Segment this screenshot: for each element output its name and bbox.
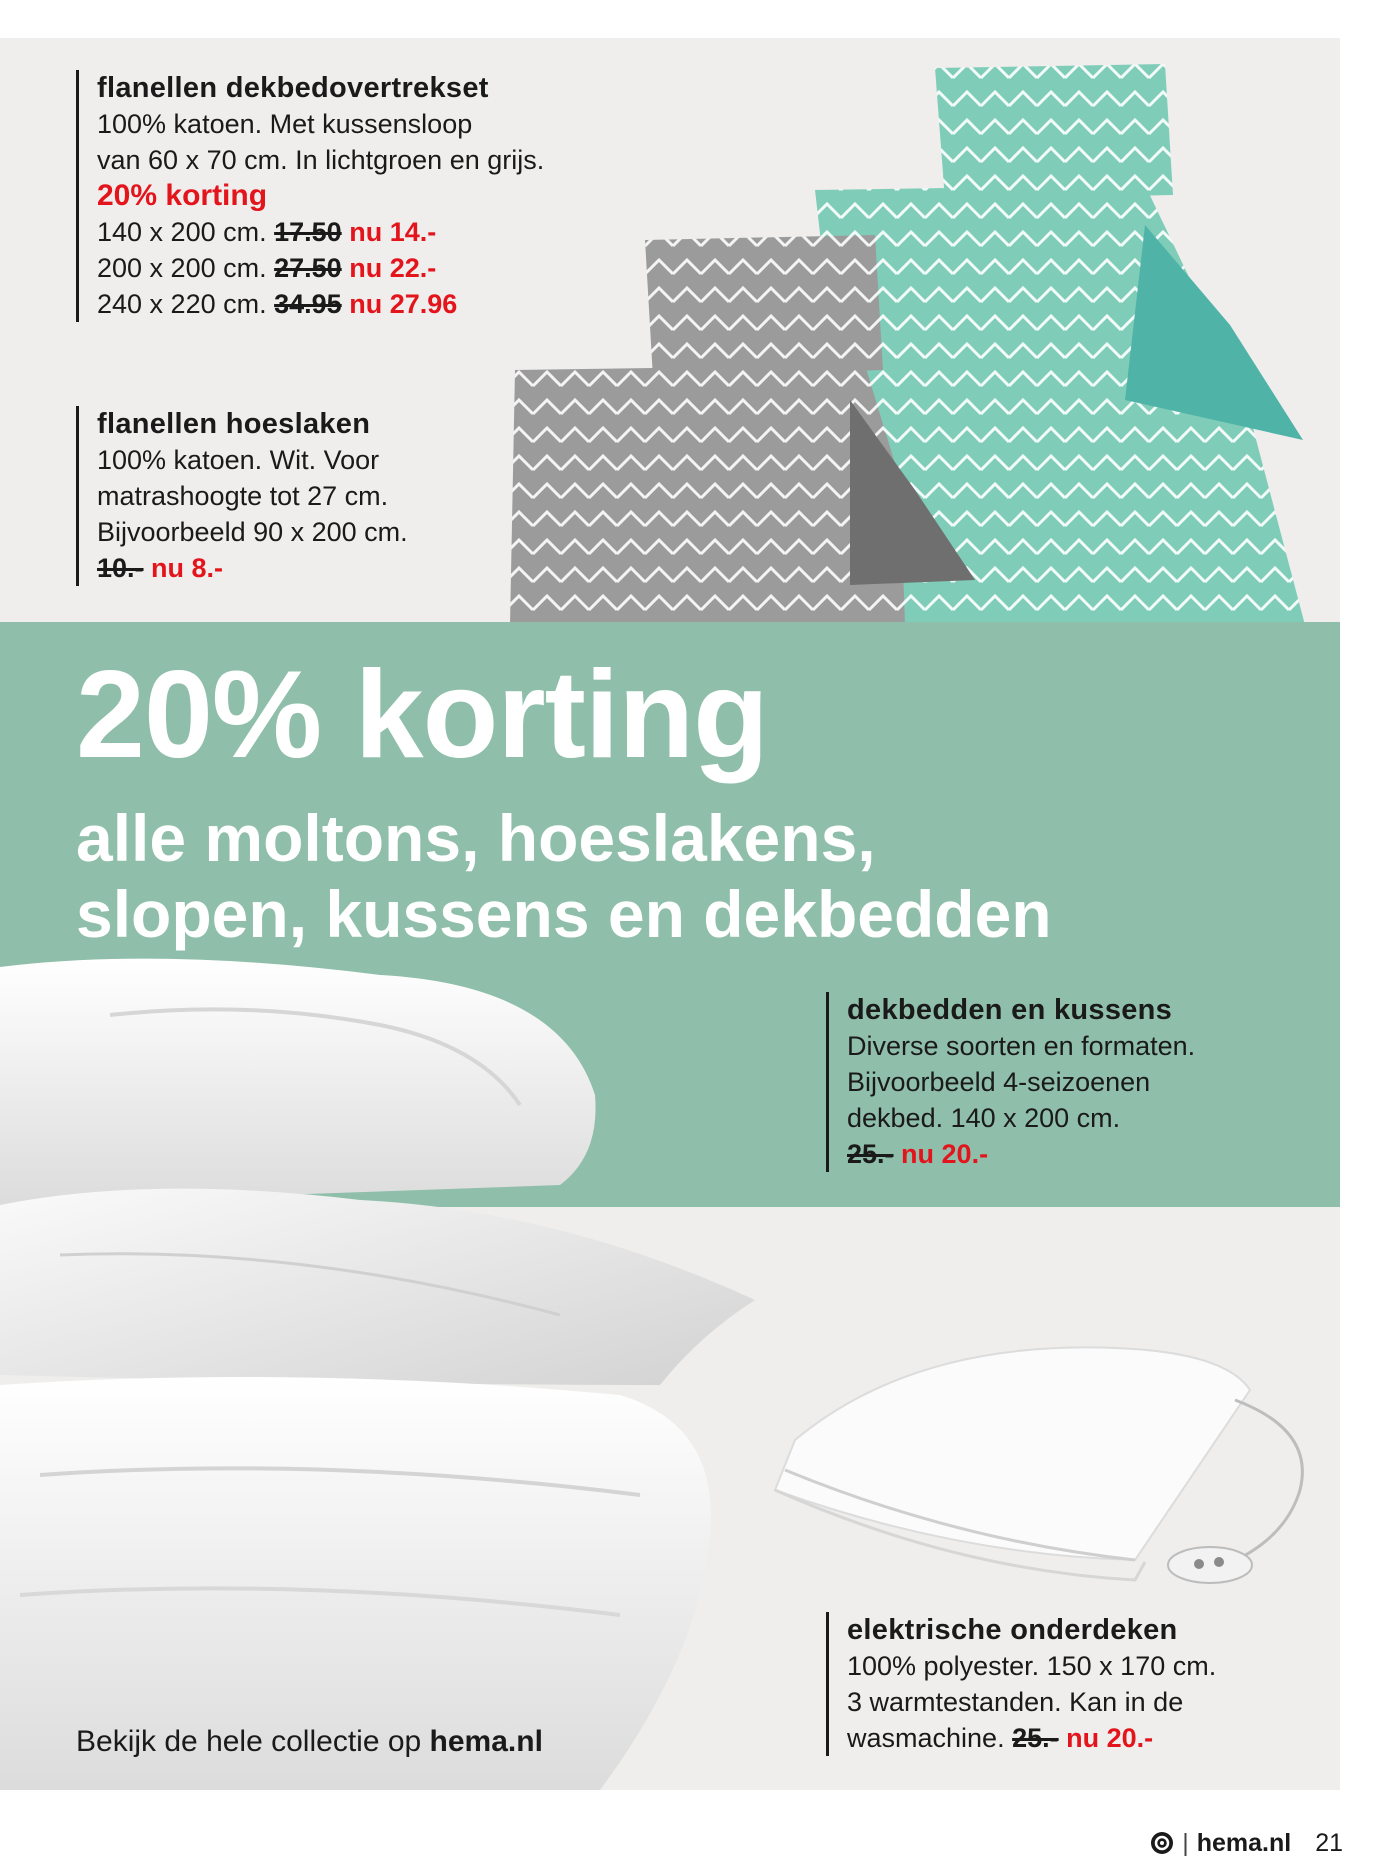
- page-footer: [1150, 1828, 1343, 1858]
- price-row: [97, 214, 544, 250]
- duvets-pillows-image: [0, 955, 760, 1790]
- product-description: wasmachine.: [847, 1723, 1005, 1753]
- product-electric-blanket: [826, 1612, 1216, 1756]
- old-price: 25.-: [847, 1139, 894, 1169]
- price-row: [97, 286, 544, 322]
- banner-subline-1: alle moltons, hoeslakens,: [76, 801, 876, 875]
- footer-separator: |: [1182, 1829, 1189, 1857]
- product-description: 100% katoen. Wit. Voor: [97, 445, 380, 475]
- new-price: nu 20.-: [901, 1139, 989, 1169]
- product-title: elektrische onderdeken: [847, 1614, 1178, 1646]
- price-row: [97, 550, 408, 586]
- banner-subline-2: slopen, kussens en dekbedden: [76, 877, 1052, 951]
- product-description: van 60 x 70 cm. In lichtgroen en grijs.: [97, 145, 545, 175]
- electric-blanket-image: [755, 1330, 1315, 1590]
- product-description: Diverse soorten en formaten.: [847, 1031, 1196, 1061]
- hema-logo-icon: [1150, 1831, 1174, 1855]
- product-title: flanellen dekbedovertrekset: [97, 72, 489, 104]
- product-description: 100% katoen. Met kussensloop: [97, 109, 473, 139]
- size-label: 240 x 220 cm.: [97, 289, 267, 319]
- cta-text: Bekijk de hele collectie op: [76, 1725, 430, 1758]
- old-price: 17.50: [274, 217, 342, 247]
- product-title: dekbedden en kussens: [847, 994, 1173, 1026]
- price-row: [97, 250, 544, 286]
- product-fitted-sheet: [76, 406, 408, 586]
- product-description: 100% polyester. 150 x 170 cm.: [847, 1651, 1217, 1681]
- discount-label: 20% korting: [97, 179, 268, 212]
- footer-website[interactable]: hema.nl: [1196, 1829, 1292, 1857]
- old-price: 27.50: [274, 253, 342, 283]
- product-description: matrashoogte tot 27 cm.: [97, 481, 389, 511]
- size-label: 200 x 200 cm.: [97, 253, 267, 283]
- size-label: 140 x 200 cm.: [97, 217, 267, 247]
- new-price: nu 8.-: [151, 553, 224, 583]
- banner-subline: [76, 800, 1052, 952]
- product-duvets-pillows: [826, 992, 1195, 1172]
- product-description: dekbed. 140 x 200 cm.: [847, 1103, 1121, 1133]
- banner-headline: 20% korting: [76, 646, 768, 784]
- product-title: flanellen hoeslaken: [97, 408, 371, 440]
- new-price: nu 22.-: [349, 253, 437, 283]
- product-description: Bijvoorbeeld 4-seizoenen: [847, 1067, 1151, 1097]
- new-price: nu 27.96: [349, 289, 458, 319]
- old-price: 25.-: [1012, 1723, 1059, 1753]
- duvet-set-image: [505, 60, 1305, 625]
- product-duvet-cover-set: [76, 70, 544, 322]
- old-price: 10.-: [97, 553, 144, 583]
- collection-cta: [76, 1722, 543, 1762]
- product-description: Bijvoorbeeld 90 x 200 cm.: [97, 517, 408, 547]
- price-row: [847, 1136, 1195, 1172]
- new-price: nu 20.-: [1066, 1723, 1154, 1753]
- page-number: 21: [1315, 1829, 1343, 1857]
- website-link[interactable]: hema.nl: [429, 1725, 543, 1758]
- product-description: 3 warmtestanden. Kan in de: [847, 1687, 1184, 1717]
- old-price: 34.95: [274, 289, 342, 319]
- price-row: [847, 1720, 1216, 1756]
- new-price: nu 14.-: [349, 217, 437, 247]
